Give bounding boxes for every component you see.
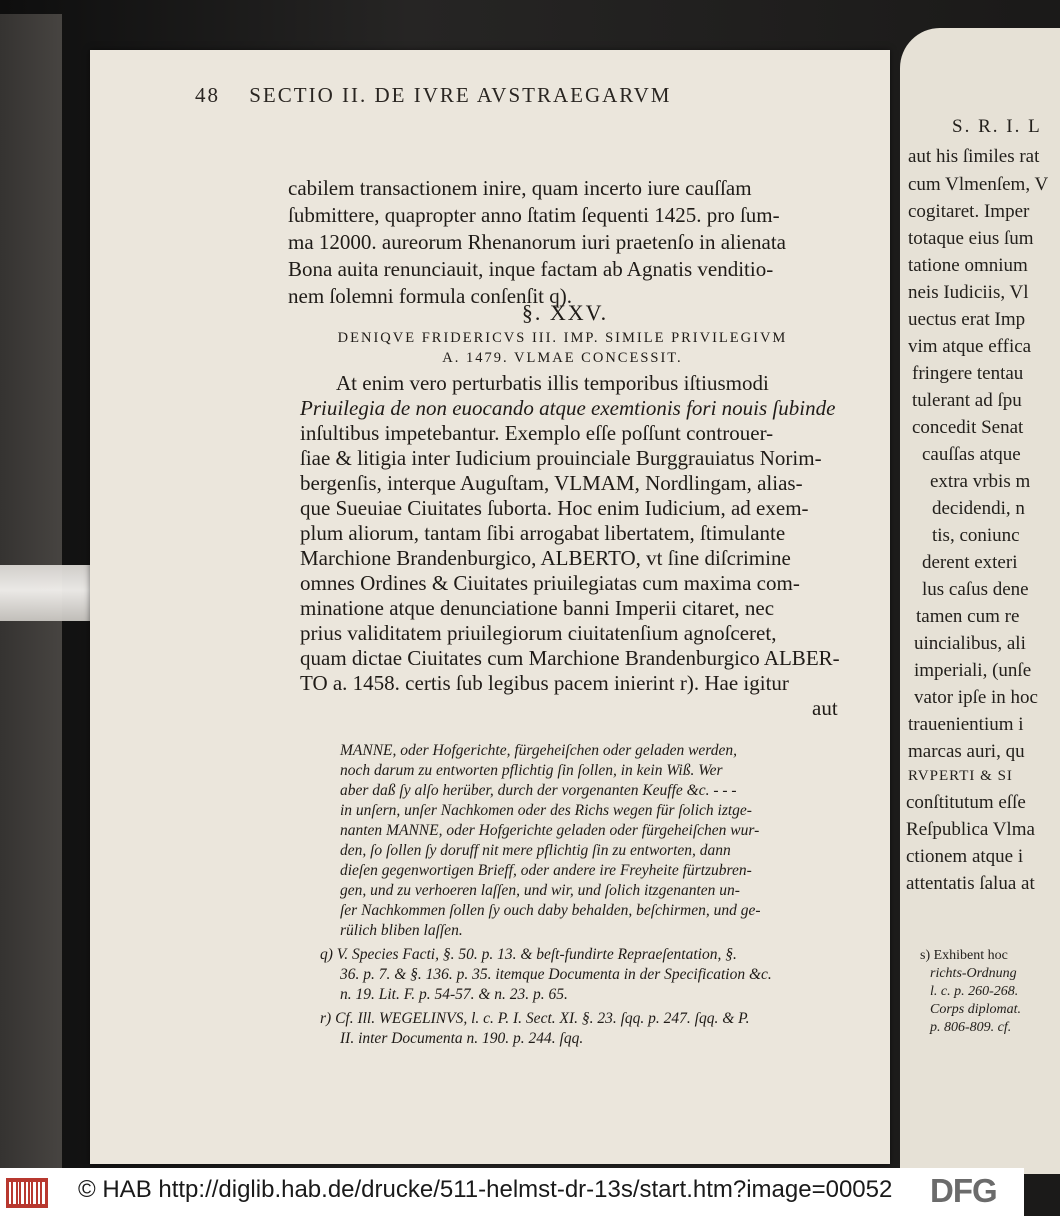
- text-line: ſiae & litigia inter Iudicium prouinciale Burggrauiatus Norim-: [300, 446, 822, 470]
- footnote-line: gen, und zu verhoeren laſſen, und wir, und ſolich itzgenanten un-: [340, 882, 740, 899]
- facing-line: vator ipſe in hoc: [914, 687, 1038, 708]
- footnote-line: in unſern, unſer Nachkomen oder des Richs wegen für ſolich iztge-: [340, 802, 752, 819]
- facing-line: cauſſas atque: [922, 444, 1021, 465]
- text-line: bergenſis, interque Auguſtam, VLMAM, Nordlingam, alias-: [300, 471, 803, 495]
- facing-running-head: S. R. I. L: [952, 116, 1042, 137]
- footnote-q: n. 19. Lit. F. p. 54-57. & n. 23. p. 65.: [340, 986, 568, 1003]
- text-line: Bona auita renunciauit, inque factam ab Agnatis venditio-: [288, 257, 774, 281]
- copyright-url[interactable]: © HAB http://diglib.hab.de/drucke/511-helmst-dr-13s/start.htm?image=00052: [78, 1176, 893, 1203]
- facing-line: conſtitutum eſſe: [906, 792, 1026, 813]
- running-head: [195, 83, 815, 108]
- footnote-line: noch darum zu entworten pflichtig ſin ſollen, in kein Wiß. Wer: [340, 762, 723, 779]
- text-line: ma 12000. aureorum Rhenanorum iuri praetenſo in alienata: [288, 230, 787, 254]
- facing-line: uectus erat Imp: [908, 309, 1026, 330]
- hab-logo-icon: [6, 1178, 48, 1208]
- footnote-line: ſer Nachkommen ſollen ſy ouch daby behalden, beſchirmen, und ge-: [340, 902, 761, 919]
- facing-line: imperiali, (unſe: [914, 660, 1032, 681]
- section-subhead: DENIQVE FRIDERICVS III. IMP. SIMILE PRIVILEGIVM: [337, 330, 788, 346]
- facing-line: aut his ſimiles rat: [908, 146, 1040, 167]
- text-line: quam dictae Ciuitates cum Marchione Brandenburgico ALBER-: [300, 646, 840, 670]
- facing-note: p. 806-809. cf.: [930, 1020, 1012, 1035]
- facing-line: ctionem atque i: [906, 846, 1024, 867]
- catchword: aut: [812, 696, 838, 720]
- facing-line: marcas auri, qu: [908, 741, 1025, 762]
- footnote-line: MANNE, oder Hofgerichte, fürgeheiſchen oder geladen werden,: [340, 742, 738, 759]
- text-line: omnes Ordines & Ciuitates priuilegiatas cum maxima com-: [300, 571, 800, 595]
- facing-line: totaque eius ſum: [908, 228, 1034, 249]
- text-line: At enim vero perturbatis illis temporibus iſtiusmodi: [336, 371, 769, 395]
- footnote-line: den, ſo ſollen ſy doruff nit mere pflichtig ſin zu entworten, dann: [340, 842, 731, 859]
- footnote-r: II. inter Documenta n. 190. p. 244. ſqq.: [340, 1030, 584, 1047]
- page-number: 48: [195, 83, 220, 107]
- facing-line: neis Iudiciis, Vl: [908, 282, 1029, 303]
- footnote-line: aber daß ſy alſo herüber, durch der vorgenanten Keuffe &c. - - -: [340, 782, 737, 799]
- facing-line: lus caſus dene: [922, 579, 1029, 600]
- facing-line: fringere tentau: [912, 363, 1024, 384]
- facing-line: tamen cum re: [916, 606, 1020, 627]
- footnote-line: dieſen gegenwortigen Brieff, oder andere ire Freyheite fürtzubren-: [340, 862, 752, 879]
- footnote-q: q) V. Species Facti, §. 50. p. 13. & beſt-fundirte Repraeſentation, §.: [320, 946, 737, 963]
- facing-line: cogitaret. Imper: [908, 201, 1030, 222]
- footnote-line: nanten MANNE, oder Hofgerichte geladen oder fürgeheiſchen wur-: [340, 822, 760, 839]
- text-line: TO a. 1458. certis ſub legibus pacem inierint r). Hae igitur: [300, 671, 789, 695]
- text-line: minatione atque denunciatione banni Imperii citaret, nec: [300, 596, 775, 620]
- facing-line: extra vrbis m: [930, 471, 1031, 492]
- facing-note: s) Exhibent hoc: [920, 948, 1008, 963]
- facing-line: tulerant ad ſpu: [912, 390, 1022, 411]
- footnote-q: 36. p. 7. & §. 136. p. 35. itemque Documenta in der Specification &c.: [340, 966, 772, 983]
- facing-line: uincialibus, ali: [914, 633, 1026, 654]
- text-line: plum aliorum, tantam ſibi arrogabat libertatem, ſtimulante: [300, 521, 786, 545]
- section-title: §. XXV.: [521, 300, 609, 325]
- text-line: prius validitatem priuilegiorum ciuitatenſium agnoſceret,: [300, 621, 777, 645]
- facing-line: tis, coniunc: [932, 525, 1020, 546]
- footnote-line: rülich bliben laſſen.: [340, 922, 463, 939]
- facing-note: l. c. p. 260-268.: [930, 984, 1019, 999]
- facing-line: RVPERTI & SI: [908, 768, 1013, 784]
- facing-line: trauenientium i: [908, 714, 1024, 735]
- text-line: nem ſolemni formula conſenſit q).: [288, 284, 573, 308]
- facing-line: cum Vlmenſem, V: [908, 174, 1049, 195]
- section-subhead: A. 1479. VLMAE CONCESSIT.: [442, 350, 683, 366]
- footnote-r: r) Cf. Ill. WEGELINVS, l. c. P. I. Sect. XI. §. 23. ſqq. p. 247. ſqq. & P.: [320, 1010, 750, 1027]
- facing-note: Corps diplomat.: [930, 1002, 1022, 1017]
- dfg-logo: DFG: [930, 1172, 997, 1209]
- text-line: inſultibus impetebantur. Exemplo eſſe poſſunt controuer-: [300, 421, 774, 445]
- facing-line: Reſpublica Vlma: [906, 819, 1035, 840]
- facing-note: richts-Ordnung: [930, 966, 1017, 981]
- text-line: Marchione Brandenburgico, ALBERTO, vt ſine diſcrimine: [300, 546, 791, 570]
- facing-line: derent exteri: [922, 552, 1018, 573]
- text-line: Priuilegia de non euocando atque exemtionis fori nouis ſubinde: [300, 396, 836, 420]
- facing-line: tatione omnium: [908, 255, 1028, 276]
- facing-line: decidendi, n: [932, 498, 1025, 519]
- facing-line: concedit Senat: [912, 417, 1024, 438]
- text-line: ſubmittere, quapropter anno ſtatim ſequenti 1425. pro ſum-: [288, 203, 780, 227]
- running-title: SECTIO II. DE IVRE AVSTRAEGARVM: [249, 83, 672, 107]
- facing-line: vim atque effica: [908, 336, 1032, 357]
- facing-page: [900, 28, 1060, 1174]
- text-line: cabilem transactionem inire, quam incerto iure cauſſam: [288, 176, 752, 200]
- text-line: que Sueuiae Ciuitates ſuborta. Hoc enim Iudicium, ad exem-: [300, 496, 809, 520]
- facing-line: attentatis ſalua at: [906, 873, 1035, 894]
